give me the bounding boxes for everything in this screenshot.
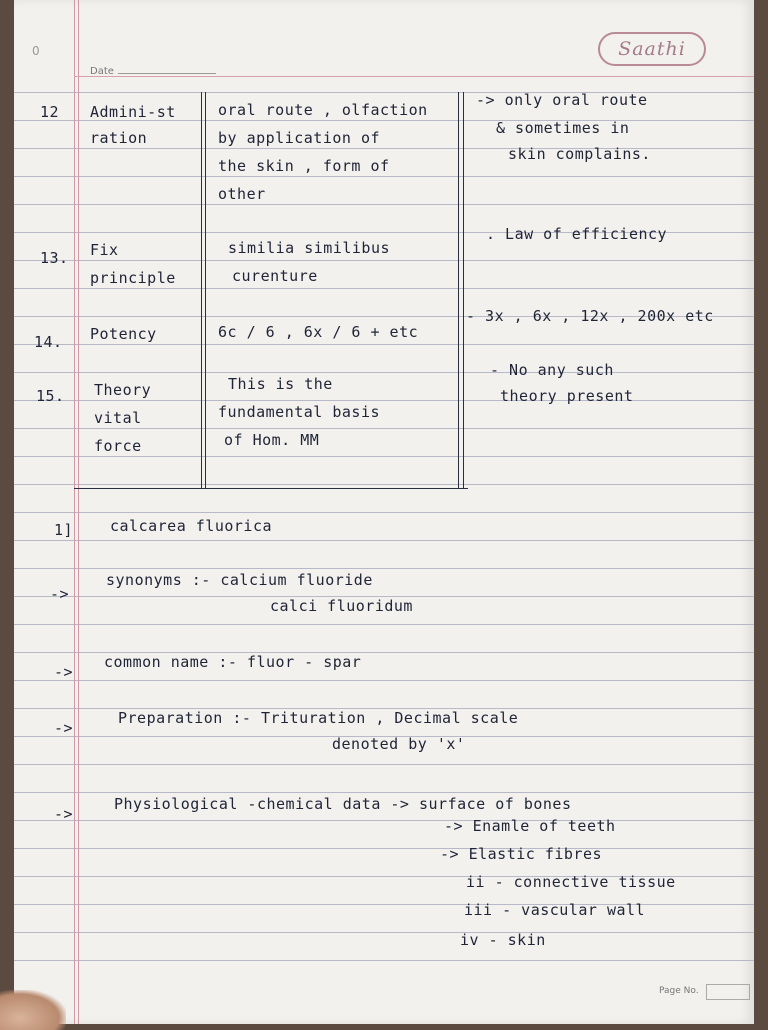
notebook-page	[14, 0, 754, 1024]
ruled-line	[14, 540, 754, 541]
row-label-line: ration	[90, 129, 148, 147]
note-line: Preparation :- Trituration , Decimal scale	[118, 709, 519, 727]
col1-line: 6c / 6 , 6x / 6 + etc	[218, 323, 419, 341]
note-line: common name :- fluor - spar	[104, 653, 362, 671]
col1-line: by application of	[218, 129, 381, 147]
ruled-line	[14, 848, 754, 849]
table-column-divider	[458, 92, 459, 488]
ruled-line	[14, 372, 754, 373]
ruled-line	[14, 960, 754, 961]
notes-heading: calcarea fluorica	[110, 517, 273, 535]
note-line: calci fluoridum	[270, 597, 413, 615]
col2-line: theory present	[500, 387, 634, 405]
col2-line: & sometimes in	[496, 119, 630, 137]
page-number-box	[706, 984, 750, 1000]
margin-line	[78, 0, 79, 1024]
note-line: iii - vascular wall	[464, 901, 646, 919]
heading-number: 1]	[54, 521, 74, 539]
note-line: ii - connective tissue	[466, 873, 676, 891]
row-label-line: Fix	[90, 241, 119, 259]
note-line: Physiological -chemical data -> surface of bones	[114, 795, 572, 813]
note-line: denoted by 'x'	[332, 735, 466, 753]
col1-line: similia similibus	[228, 239, 391, 257]
ruled-line	[14, 484, 754, 485]
table-column-divider	[201, 92, 202, 488]
ruled-line	[14, 204, 754, 205]
table-bottom-rule	[74, 488, 468, 489]
table-column-divider	[463, 92, 464, 488]
table-column-divider	[205, 92, 206, 488]
date-blank	[118, 73, 216, 74]
col1-line: other	[218, 185, 266, 203]
row-number: 14.	[34, 333, 63, 351]
col2-line: -> only oral route	[476, 91, 648, 109]
bullet-arrow: ->	[50, 585, 70, 603]
thumb-photo-artifact	[0, 990, 66, 1030]
brand-logo: Saathi	[598, 32, 706, 66]
date-field	[90, 66, 216, 77]
bullet-arrow: ->	[54, 663, 74, 681]
row-number: 12	[40, 103, 60, 121]
col1-line: curenture	[232, 267, 318, 285]
ruled-line	[14, 932, 754, 933]
note-line: -> Enamle of teeth	[444, 817, 616, 835]
row-number: 15.	[36, 387, 65, 405]
row-label-line: Admini-st	[90, 103, 176, 121]
note-line: iv - skin	[460, 931, 546, 949]
note-line: -> Elastic fibres	[440, 845, 603, 863]
margin-line	[74, 0, 75, 1024]
row-label-line: vital	[94, 409, 142, 427]
col2-line: - No any such	[490, 361, 614, 379]
row-label-line: force	[94, 437, 142, 455]
ruled-line	[14, 764, 754, 765]
corner-mark: 0	[32, 44, 40, 58]
col2-line: skin complains.	[508, 145, 651, 163]
col2-line: - 3x , 6x , 12x , 200x etc	[466, 307, 714, 325]
ruled-line	[14, 680, 754, 681]
ruled-line	[14, 624, 754, 625]
bullet-arrow: ->	[54, 805, 74, 823]
row-label-line: Theory	[94, 381, 152, 399]
page-number-label: Page No.	[659, 986, 699, 996]
col1-line: oral route , olfaction	[218, 101, 428, 119]
date-label: Date	[90, 66, 114, 77]
row-label-line: Potency	[90, 325, 157, 343]
col1-line: the skin , form of	[218, 157, 390, 175]
col1-line: fundamental basis	[218, 403, 381, 421]
bullet-arrow: ->	[54, 719, 74, 737]
row-number: 13.	[40, 249, 69, 267]
col1-line: This is the	[228, 375, 333, 393]
col2-line: . Law of efficiency	[486, 225, 668, 243]
col1-line: of Hom. MM	[224, 431, 320, 449]
ruled-line	[14, 820, 754, 821]
row-label-line: principle	[90, 269, 176, 287]
note-line: synonyms :- calcium fluoride	[106, 571, 373, 589]
